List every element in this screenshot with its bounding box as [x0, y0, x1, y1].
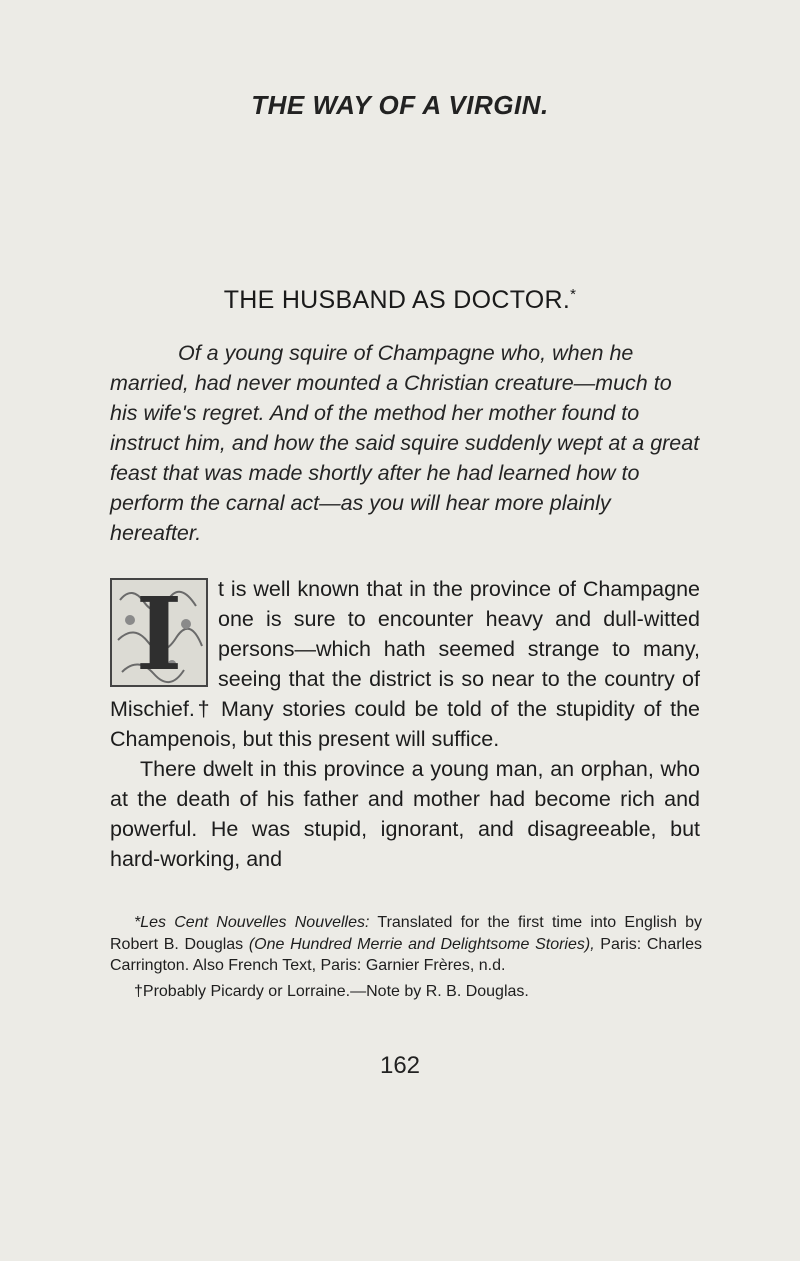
footnote-1	[110, 912, 702, 977]
chapter-summary	[110, 338, 700, 548]
footnote-1-text-a: Translated for the first time into English by Robert B. Douglas	[110, 914, 703, 953]
title-footnote-mark: *	[570, 286, 577, 303]
body-text	[110, 574, 700, 874]
footnote-1-text-b: Paris: Charles Carrington. Also French Text, Paris: Garnier Frères, n.d.	[110, 935, 702, 974]
running-head: THE WAY OF A VIRGIN.	[251, 90, 549, 120]
page-number: 162	[379, 1052, 421, 1079]
ornamental-drop-cap	[110, 578, 208, 687]
chapter-title-text: THE HUSBAND AS DOCTOR.	[223, 286, 571, 314]
footnote-1-book-title: (One Hundred Merrie and Delightsome Stories),	[248, 935, 595, 953]
paragraph-2: There dwelt in this province a young man, an orphan, who at the death of his father and mother had become rich and powerful. He was stupid, ignorant, and disagreeable, but hard-working, and	[110, 757, 700, 871]
summary-text: Of a young squire of Champagne who, when he married, had never mounted a Christian creature—much to his wife's regret. And of the method her mother found to instruct him, and how the said squire suddenly wept at a great feast that was made shortly after he had learned how to perform the carnal act—as you will hear more plainly hereafter.	[110, 341, 700, 545]
chapter-title	[0, 286, 800, 315]
footnote-1-title: *Les Cent Nouvelles Nouvelles:	[134, 914, 370, 931]
paragraph-1: t is well known that in the province of Champagne one is sure to encounter heavy and dull-witted persons—which hath seemed strange to many, seeing that the district is so near to the country of Mischief.† Many stories could be told of the stupidity of the Champenois, but this present will suffice.	[110, 577, 700, 751]
drop-cap-letter: I	[135, 578, 183, 687]
footnote-2: †Probably Picardy or Lorraine.—Note by R. B. Douglas.	[134, 982, 529, 1000]
footnotes	[110, 912, 702, 1002]
